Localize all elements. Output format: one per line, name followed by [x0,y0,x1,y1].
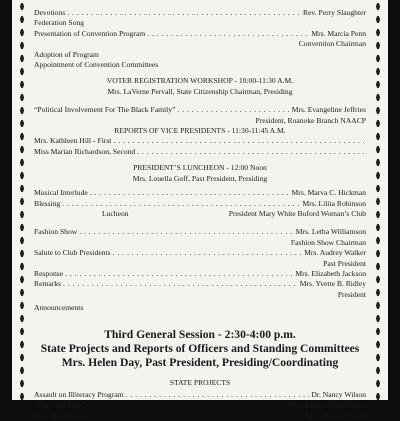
program-line-announcements: Announcements [34,303,84,313]
workshop-title: VOTER REGISTRATION WORKSHOP - 10:00-11:30 A.M. [106,76,294,86]
presentation-role: Convention Chairman [298,39,366,49]
program-line-adoption: Adoption of Program [34,49,99,59]
fashion-role: Fashion Show Chairman [290,237,366,247]
program-line-federation-song: Federation Song [34,18,84,28]
decorative-border-left [16,0,28,400]
dot-leader [137,147,364,156]
program-line-musical: Musical Interlude . . . Mrs. Marva C. Hickman [34,188,366,198]
dot-leader [65,269,293,278]
program-line-appointment: Appointment of Convention Committees [34,60,159,70]
dot-leader [113,248,303,257]
state-project-row: Assault on Illiteracy Program . . . Dr. Nancy Wilson [34,390,366,400]
dot-leader [113,136,364,145]
state-projects-title: STATE PROJECTS [169,377,231,387]
dot-leader [79,227,294,236]
program-line-vp-first: Mrs. Kathleen Hill - First . . . [34,136,366,146]
salute-role: Past President [323,258,366,268]
dot-leader [90,188,290,197]
vice-presidents-title: REPORTS OF VICE PRESIDENTS - 11:30-11:45 A.M. [114,126,286,136]
program-line-presentation: Presentation of Convention Program . . . Mrs. Marcia Penn [34,29,366,39]
program-line-political: “Political Involvement For The Black Family” . . . Mrs. Evangeline Jeffries [34,105,366,115]
dot-leader [62,199,300,208]
program-line-remarks: Remarks . . . Mrs. Yvette B. Ridley [34,279,366,289]
program-line-devotions: Devotions . . . Rev. Perry Slaughter [34,8,366,18]
state-project-row: State Headquarters . . . Mrs. Juanita Peyton [34,411,366,421]
program-page [12,0,388,420]
program-line-fashion: Fashion Show . . . Mrs. Letha Williamson [34,227,366,237]
dot-leader [67,8,301,17]
program-line-blessing: Blessing . . . Mrs. Lilita Robinson [34,199,366,209]
program-line-response: Response . . . Mrs. Elizabeth Jackson [34,269,366,279]
remarks-role: President [337,289,366,299]
program-line-salute: Salute to Club Presidents . . . Mrs. Audrey Walker [34,248,366,258]
dot-leader [94,411,304,420]
dot-leader [126,390,310,399]
political-role: President, Roanoke Branch NAACP [255,115,366,125]
dot-leader [177,105,289,114]
program-line-lucheon: Lucheon President Mary White Buford Woman’s Club [102,208,366,218]
workshop-presiding: Mrs. LaVerne Pervall, State Citizenship Chairman, Presiding [107,86,293,96]
general-session-presiding: Mrs. Helen Day, Past President, Presiding/Coordinating [61,355,339,369]
dot-leader [147,29,309,38]
dot-leader [88,400,287,409]
state-project-row: “I’m Somebody” . . . Mrs. Edna Allen-Bledsoe [34,400,366,410]
luncheon-title: PRESIDENT’S LUNCHEON - 12:00 Noon [133,163,267,173]
luncheon-presiding: Mrs. Louella Goff, Past President, Presiding [132,173,268,183]
program-content [34,0,366,420]
decorative-border-right [372,0,384,400]
dot-leader [63,279,298,288]
general-session-subtitle: State Projects and Reports of Officers and Standing Committees [40,341,360,355]
program-line-vp-second: Miss Marian Richardson, Second . . . [34,147,366,157]
general-session-title: Third General Session - 2:30-4:00 p.m. [104,327,296,341]
